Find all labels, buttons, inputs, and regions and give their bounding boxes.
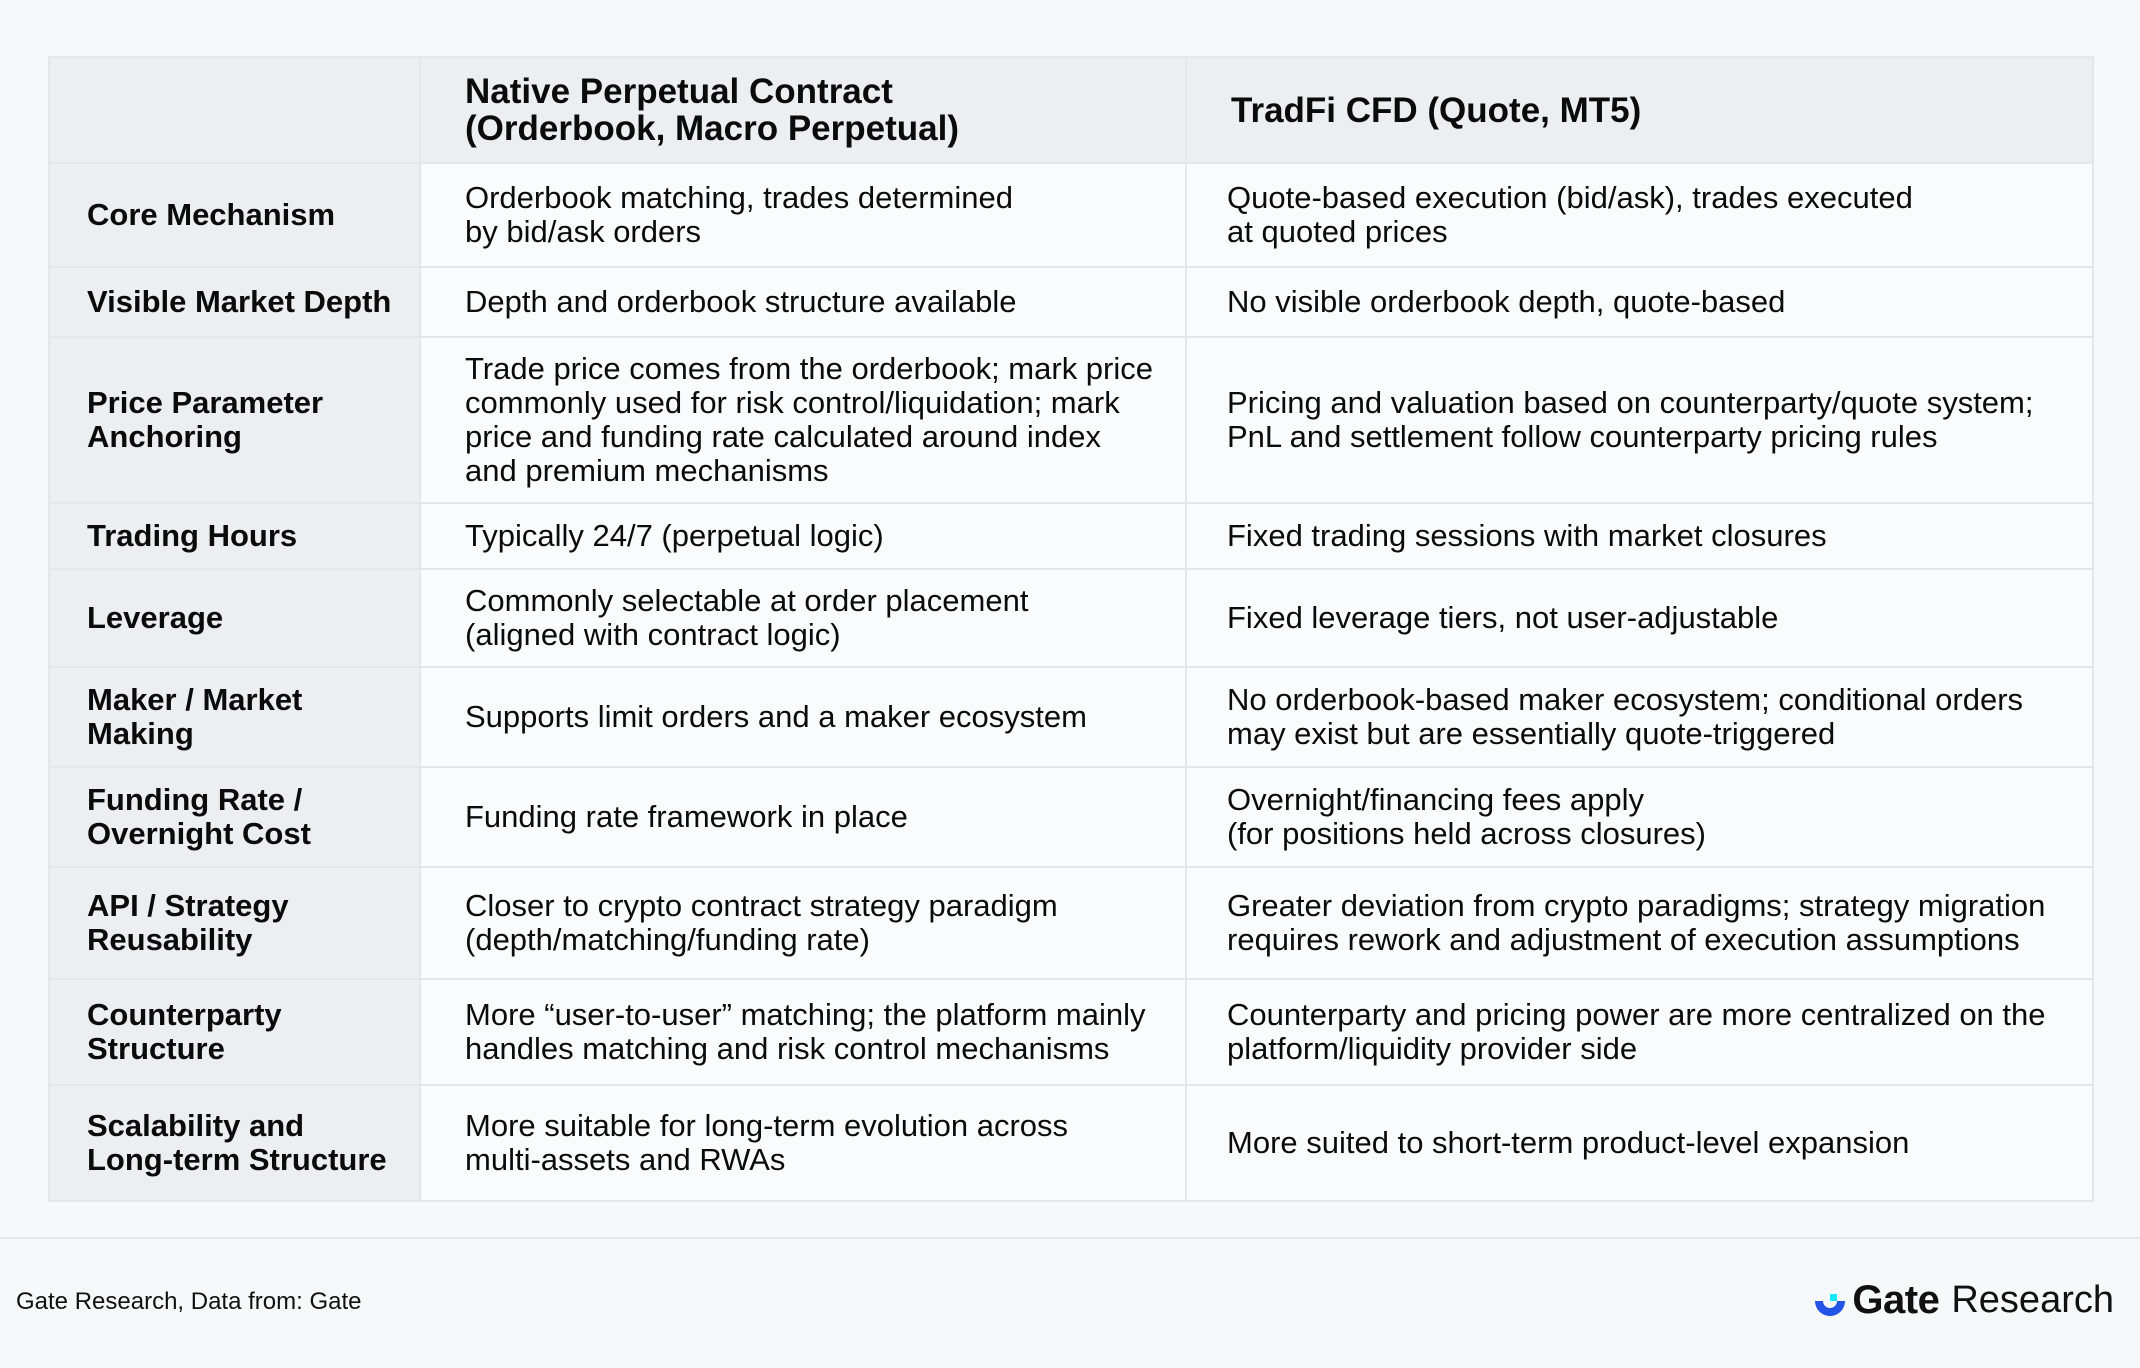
gate-logo-icon bbox=[1812, 1283, 1848, 1319]
cfd-cell: Greater deviation from crypto paradigms; strategy migration requires rework and adjustment of execution assumptions bbox=[1186, 867, 2093, 979]
table-row bbox=[49, 1085, 2093, 1201]
table-row bbox=[49, 267, 2093, 337]
row-label: Maker / Market Making bbox=[49, 667, 420, 767]
comparison-table bbox=[48, 56, 2094, 1202]
source-caption: Gate Research, Data from: Gate bbox=[16, 1288, 362, 1315]
table-header-row bbox=[49, 57, 2093, 163]
table-row bbox=[49, 867, 2093, 979]
cfd-cell: More suited to short-term product-level expansion bbox=[1186, 1085, 2093, 1201]
row-label: Scalability and Long-term Structure bbox=[49, 1085, 420, 1201]
gate-research-logo bbox=[1812, 1278, 2114, 1323]
row-label: Core Mechanism bbox=[49, 163, 420, 267]
footer-divider bbox=[0, 1237, 2140, 1239]
table-row bbox=[49, 503, 2093, 569]
row-label: Leverage bbox=[49, 569, 420, 667]
native-cell: Depth and orderbook structure available bbox=[420, 267, 1186, 337]
table-row bbox=[49, 569, 2093, 667]
row-label: Price Parameter Anchoring bbox=[49, 337, 420, 503]
cfd-cell: Counterparty and pricing power are more centralized on the platform/liquidity provider side bbox=[1186, 979, 2093, 1085]
cfd-cell: No visible orderbook depth, quote-based bbox=[1186, 267, 2093, 337]
cfd-cell: No orderbook-based maker ecosystem; conditional orders may exist but are essentially quote-triggered bbox=[1186, 667, 2093, 767]
row-label: Trading Hours bbox=[49, 503, 420, 569]
table-row bbox=[49, 337, 2093, 503]
native-cell: Supports limit orders and a maker ecosystem bbox=[420, 667, 1186, 767]
cfd-cell: Fixed leverage tiers, not user-adjustable bbox=[1186, 569, 2093, 667]
native-cell: More “user-to-user” matching; the platform mainly handles matching and risk control mechanisms bbox=[420, 979, 1186, 1085]
native-cell: More suitable for long-term evolution across multi-assets and RWAs bbox=[420, 1085, 1186, 1201]
native-cell: Funding rate framework in place bbox=[420, 767, 1186, 867]
cfd-cell: Overnight/financing fees apply (for positions held across closures) bbox=[1186, 767, 2093, 867]
table-row bbox=[49, 667, 2093, 767]
brand-name: Gate bbox=[1852, 1278, 1940, 1322]
brand-subtitle: Research bbox=[1951, 1279, 2114, 1321]
native-cell: Typically 24/7 (perpetual logic) bbox=[420, 503, 1186, 569]
cfd-cell: Quote-based execution (bid/ask), trades executed at quoted prices bbox=[1186, 163, 2093, 267]
cfd-cell: Pricing and valuation based on counterparty/quote system; PnL and settlement follow counterparty pricing rules bbox=[1186, 337, 2093, 503]
header-empty-cell bbox=[49, 57, 420, 163]
native-cell: Trade price comes from the orderbook; mark price commonly used for risk control/liquidation; mark price and funding rate calculated around index and premium mechanisms bbox=[420, 337, 1186, 503]
header-native-perpetual: Native Perpetual Contract (Orderbook, Macro Perpetual) bbox=[420, 57, 1186, 163]
native-cell: Orderbook matching, trades determined by bid/ask orders bbox=[420, 163, 1186, 267]
table-row bbox=[49, 767, 2093, 867]
comparison-table-container bbox=[48, 56, 2092, 1202]
row-label: API / Strategy Reusability bbox=[49, 867, 420, 979]
row-label: Visible Market Depth bbox=[49, 267, 420, 337]
native-cell: Closer to crypto contract strategy paradigm (depth/matching/funding rate) bbox=[420, 867, 1186, 979]
cfd-cell: Fixed trading sessions with market closures bbox=[1186, 503, 2093, 569]
header-tradfi-cfd: TradFi CFD (Quote, MT5) bbox=[1186, 57, 2093, 163]
row-label: Funding Rate / Overnight Cost bbox=[49, 767, 420, 867]
table-row bbox=[49, 979, 2093, 1085]
native-cell: Commonly selectable at order placement (aligned with contract logic) bbox=[420, 569, 1186, 667]
row-label: Counterparty Structure bbox=[49, 979, 420, 1085]
table-row bbox=[49, 163, 2093, 267]
